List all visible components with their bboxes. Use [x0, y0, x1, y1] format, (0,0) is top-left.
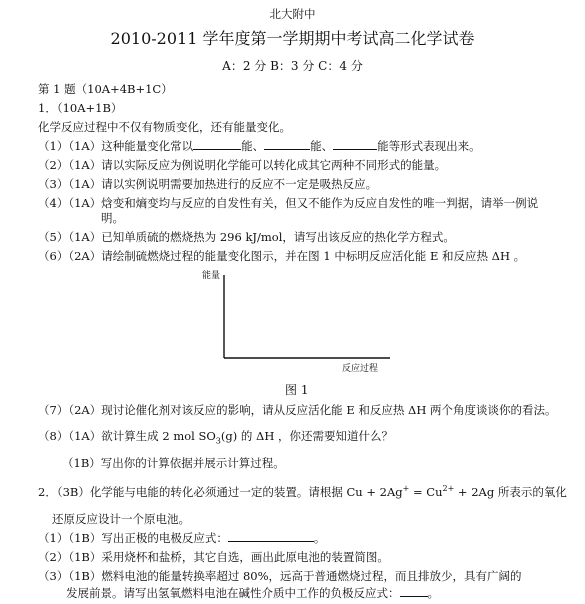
q2-part-1-end: 。 [313, 531, 326, 545]
q2-part-2: （2）（1B）采用烧杯和盐桥，其它自选，画出此原电池的装置简图。 [38, 550, 389, 564]
scoring-legend: A：2 分 B：3 分 C：4 分 [222, 59, 363, 73]
q1-part-3: （3）（1A）请以实例说明需要加热进行的反应不一定是吸热反应。 [38, 177, 378, 191]
figure-x-axis-label: 反应过程 [342, 364, 379, 374]
q1-part-4: （4）（1A）焓变和熵变均与反应的自发性有关，但又不能作为反应自发性的唯一判据，请举一例说 [38, 196, 539, 210]
q2-part-3-end: 。 [427, 586, 439, 600]
q1-part-1-mid2: 能、 [310, 139, 334, 153]
q1-part-8-post: (g) 的 ΔH ，你还需要知道什么？ [220, 429, 394, 443]
figure-1-energy-diagram [190, 266, 400, 376]
q1-part-2: （2）（1A）请以实际反应为例说明化学能可以转化成其它两种不同形式的能量。 [38, 158, 447, 172]
figure-y-axis-label: 能量 [202, 271, 221, 281]
q2-intro-mid: = Cu [409, 485, 443, 499]
q1-part-1 [38, 138, 481, 154]
answer-blank [193, 139, 241, 150]
exam-title: 2010-2011 学年度第一学期期中考试高二化学试卷 [110, 29, 475, 48]
q1-part-1-post: 能等形式表现出来。 [377, 139, 481, 153]
q2-part-1-text: （1）（1B）写出正极的电极反应式： [38, 531, 228, 545]
q2-superscript-1: + [402, 484, 410, 494]
q1-part-8b: （1B）写出你的计算依据并展示计算过程。 [62, 456, 285, 470]
question-2-intro-cont: 还原反应设计一个原电池。 [52, 512, 190, 526]
answer-blank [400, 586, 428, 597]
q1-part-6: （6）（2A）请绘制硫燃烧过程的能量变化图示，并在图 1 中标明反应活化能 E 和反应热 ΔH 。 [38, 249, 526, 263]
q1-part-8-subscript: 3 [215, 436, 221, 446]
q1-part-8 [38, 428, 393, 444]
q2-part-3-text: 发展前景。请写出氢氧燃料电池在碱性介质中工作的负极反应式： [66, 586, 400, 600]
q2-intro-post: + 2Ag 所表示的氧化 [454, 485, 567, 499]
q2-intro-pre: 2．（3B）化学能与电能的转化必须通过一定的装置。请根据 Cu + 2Ag [38, 485, 403, 499]
question-1-subheading: 1．（10A+1B） [38, 101, 123, 115]
q2-part-3: （3）（1B）燃料电池的能量转换率超过 80%，远高于普通燃烧过程，而且排放少，具有广阔的 [38, 569, 522, 583]
question-1-heading: 第 1 题（10A+4B+1C） [38, 82, 173, 96]
q1-part-5: （5）（1A）已知单质硫的燃烧热为 296 kJ/mol，请写出该反应的热化学方程式。 [38, 230, 455, 244]
q2-part-3-cont [66, 585, 439, 601]
q1-part-4-cont: 明。 [101, 211, 124, 225]
figure-axes [190, 266, 400, 376]
question-2-intro [38, 484, 567, 500]
answer-blank [333, 139, 377, 150]
school-name: 北大附中 [269, 7, 316, 21]
question-1-intro: 化学反应过程中不仅有物质变化，还有能量变化。 [38, 120, 291, 134]
q1-part-8-pre: （8）（1A）欲计算生成 2 mol SO [38, 429, 216, 443]
q1-part-1-pre: （1）（1A）这种能量变化常以 [38, 139, 194, 153]
figure-1-caption: 图 1 [285, 383, 309, 397]
answer-blank [228, 531, 314, 542]
q1-part-7: （7）（2A）现讨论催化剂对该反应的影响，请从反应活化能 E 和反应热 ΔH 两个角度谈谈你的看法。 [38, 403, 557, 417]
answer-blank [264, 139, 310, 150]
q1-part-1-mid1: 能、 [241, 139, 265, 153]
q2-part-1 [38, 530, 325, 546]
q2-superscript-2: 2+ [442, 484, 455, 494]
